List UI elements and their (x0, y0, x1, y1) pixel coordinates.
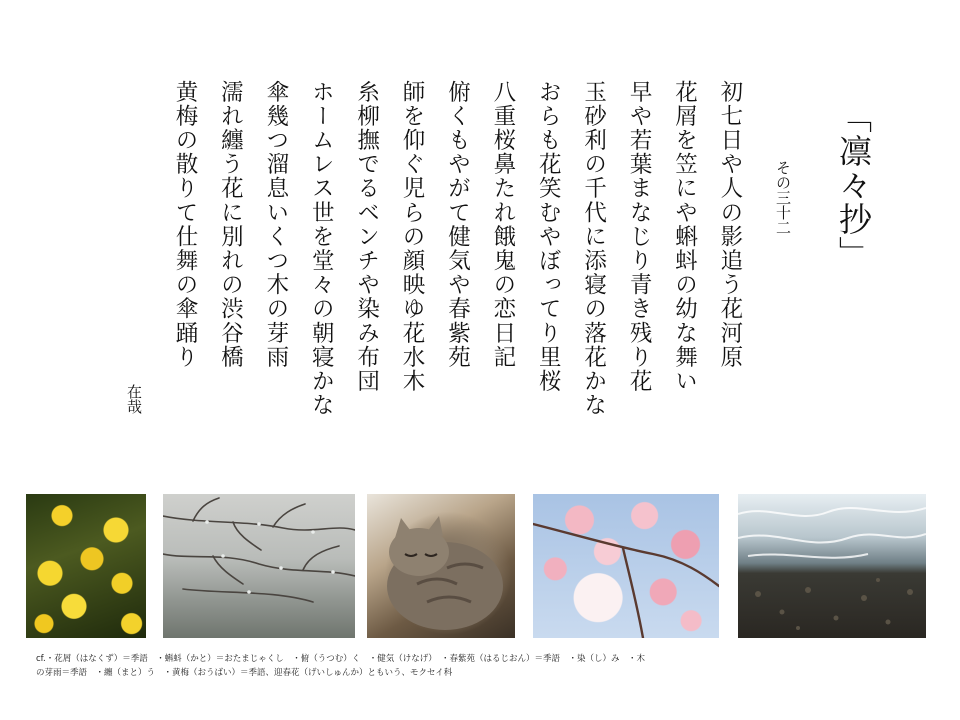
double-cherry-blossom-photo (533, 494, 719, 638)
page-subtitle: その三十二 (774, 160, 792, 235)
haiku-line: 傘幾つ溜息いくつ木の芽雨 (262, 80, 289, 370)
water-pebbles-photo (738, 494, 926, 638)
waves-drawing (738, 494, 926, 638)
haiku-line: 初七日や人の影追う花河原 (716, 80, 743, 370)
footnote-line: の芽雨＝季語 ・纏（まと）う ・黄梅（おうばい）＝季語、迎春花（げいしゅんか）ともいう、モクセイ科 (36, 668, 453, 678)
haiku-line: 師を仰ぐ児らの顔映ゆ花水木 (399, 80, 426, 394)
photo-strip (26, 494, 926, 638)
page-title: 「凛々抄」 (834, 100, 873, 270)
bare-branches-rain-photo (163, 494, 355, 638)
footnotes (36, 652, 916, 680)
haiku-line: 俯くもやがて健気や春紫苑 (444, 80, 471, 370)
haiku-list (170, 80, 745, 440)
haiku-line: 糸柳撫でるベンチや染み布団 (353, 80, 380, 394)
haiku-line: おらも花笑むやぼってり里桜 (535, 80, 562, 394)
yellow-jasmine-photo (26, 494, 146, 638)
haiku-line: 玉砂利の千代に添寝の落花かな (580, 80, 607, 418)
author-name: 在哉 (125, 384, 143, 414)
branches-drawing (163, 494, 355, 638)
haiku-line: 黄梅の散りて仕舞の傘踊り (172, 80, 198, 370)
haiku-line: 花屑を笠にや蝌蚪の幼な舞い (671, 80, 698, 394)
haiku-line: ホームレス世を堂々の朝寝かな (308, 80, 335, 418)
sleeping-cat-photo (367, 494, 515, 638)
cat-drawing (367, 494, 515, 638)
haiku-line: 早や若葉まなじり青き残り花 (626, 80, 653, 394)
haiku-line: 濡れ纏う花に別れの渋谷橋 (217, 80, 244, 370)
blossom-branch-drawing (533, 494, 719, 638)
footnote-line: cf.・花屑（はなくず）＝季語 ・蝌蚪（かと）＝おたまじゃくし ・俯（うつむ）く ・健気（けなげ） ・春紫苑（はるじおん）＝季語 ・染（し）み ・木 (36, 654, 646, 664)
haiku-line: 八重桜鼻たれ餓鬼の恋日記 (489, 80, 516, 370)
